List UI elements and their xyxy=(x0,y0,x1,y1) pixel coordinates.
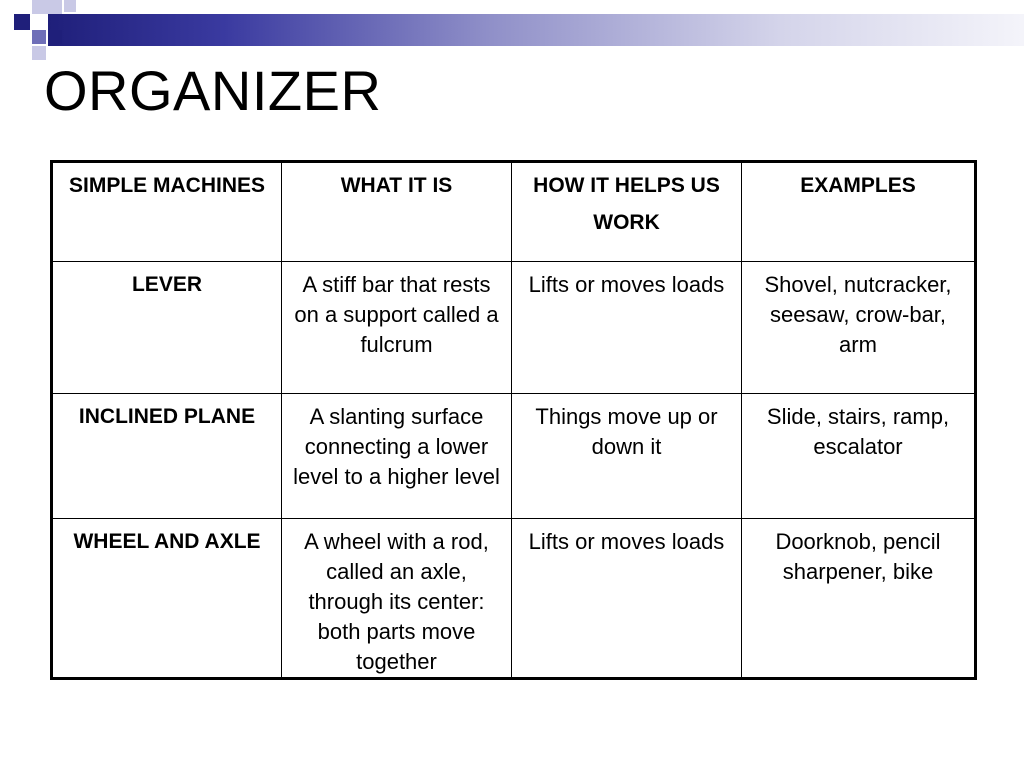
machine-description: A stiff bar that rests on a support called a fulcrum xyxy=(282,262,512,394)
decor-square xyxy=(64,0,76,12)
table-row xyxy=(52,262,976,394)
decor-square xyxy=(32,0,48,14)
page-title: ORGANIZER xyxy=(44,59,382,122)
table-row xyxy=(52,519,976,679)
machine-description: A wheel with a rod, called an axle, through its center: both parts move together xyxy=(282,519,512,679)
organizer-table xyxy=(50,160,977,680)
machine-benefit: Things move up or down it xyxy=(512,394,742,519)
machine-name: INCLINED PLANE xyxy=(52,394,282,519)
machine-description: A slanting surface connecting a lower level to a higher level xyxy=(282,394,512,519)
machine-benefit: Lifts or moves loads xyxy=(512,262,742,394)
decor-square xyxy=(48,0,62,14)
header-simple-machines: SIMPLE MACHINES xyxy=(52,162,282,262)
machine-name: WHEEL AND AXLE xyxy=(52,519,282,679)
table-row xyxy=(52,394,976,519)
machine-examples: Slide, stairs, ramp, escalator xyxy=(742,394,976,519)
decor-square xyxy=(48,30,62,44)
machine-examples: Doorknob, pencil sharpener, bike xyxy=(742,519,976,679)
header-examples: EXAMPLES xyxy=(742,162,976,262)
header-how-it-helps: HOW IT HELPS US WORK xyxy=(512,162,742,262)
decor-square xyxy=(32,30,46,44)
header-what-it-is: WHAT IT IS xyxy=(282,162,512,262)
table-header-row xyxy=(52,162,976,262)
header-band xyxy=(48,14,1024,46)
decor-square xyxy=(14,14,30,30)
machine-benefit: Lifts or moves loads xyxy=(512,519,742,679)
machine-examples: Shovel, nutcracker, seesaw, crow-bar, arm xyxy=(742,262,976,394)
machine-name: LEVER xyxy=(52,262,282,394)
